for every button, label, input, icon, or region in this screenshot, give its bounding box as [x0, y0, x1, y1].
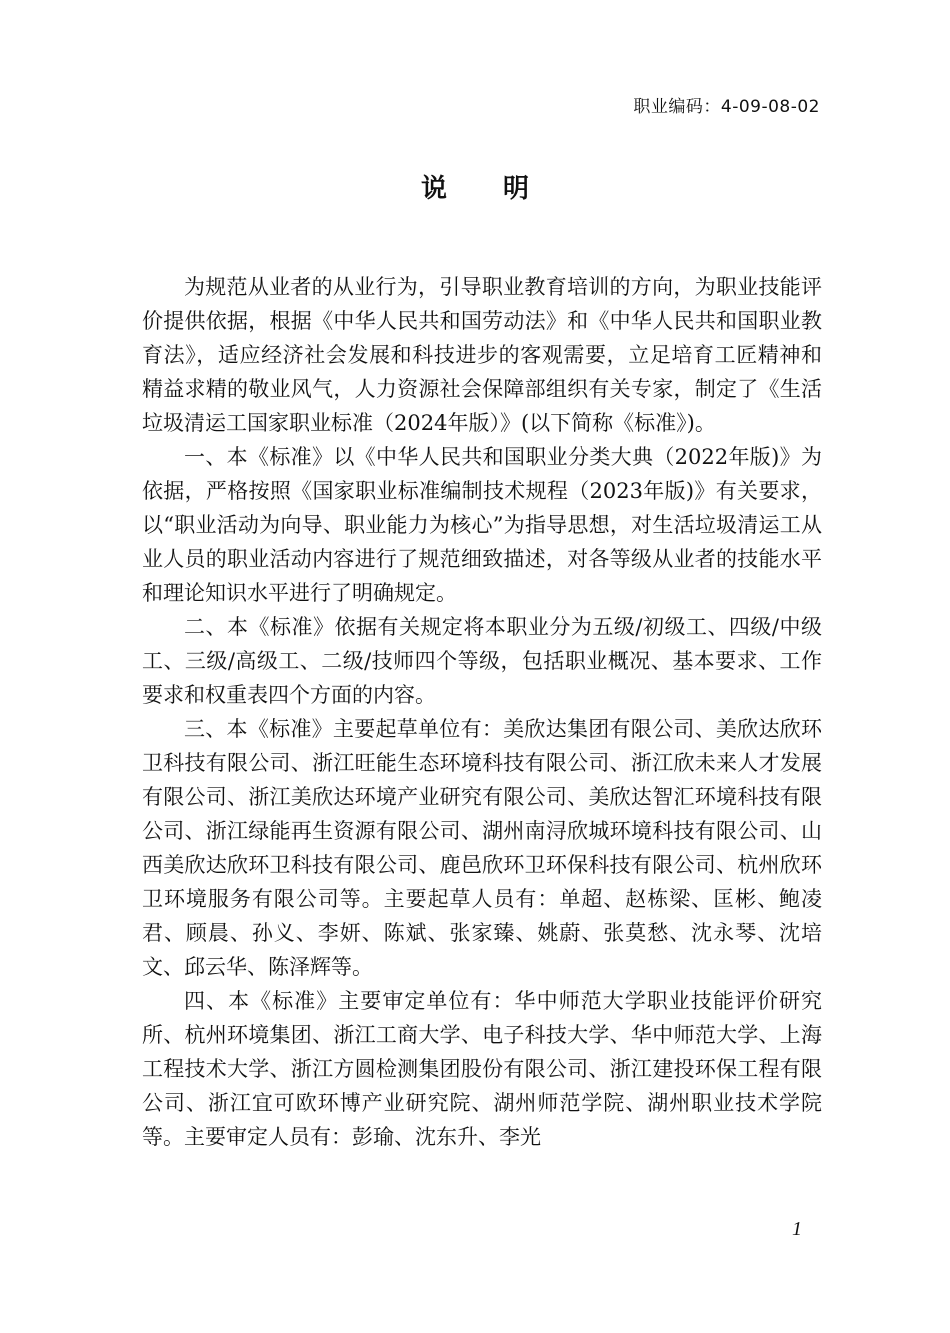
document-body — [142, 270, 822, 1154]
page-number: 1 — [792, 1218, 802, 1240]
paragraph-3: 三、本《标准》主要起草单位有：美欣达集团有限公司、美欣达欣环卫科技有限公司、浙江旺能生态环境科技有限公司、浙江欣未来人才发展有限公司、浙江美欣达环境产业研究有限公司、美欣达智汇环境科技有限公司、浙江绿能再生资源有限公司、湖州南浔欣城环境科技有限公司、山西美欣达欣环卫科技有限公司、鹿邑欣环卫环保科技有限公司、杭州欣环卫环境服务有限公司等。主要起草人员有：单超、赵栋梁、匡彬、鲍凌君、顾晨、孙义、李妍、陈斌、张家臻、姚蔚、张莫愁、沈永琴、沈培文、邱云华、陈泽辉等。 — [142, 717, 822, 979]
paragraph-1: 一、本《标准》以《中华人民共和国职业分类大典（2022年版)》为依据，严格按照《国家职业标准编制技术规程（2023年版)》有关要求，以“职业活动为向导、职业能力为核心”为指导思想，对生活垃圾清运工从业人员的职业活动内容进行了规范细致描述，对各等级从业者的技能水平和理论知识水平进行了明确规定。 — [142, 445, 822, 605]
paragraph-4: 四、本《标准》主要审定单位有：华中师范大学职业技能评价研究所、杭州环境集团、浙江工商大学、电子科技大学、华中师范大学、上海工程技术大学、浙江方圆检测集团股份有限公司、浙江建投环保工程有限公司、浙江宜可欧环博产业研究院、湖州师范学院、湖州职业技术学院等。主要审定人员有：彭瑜、沈东升、李光 — [142, 989, 822, 1149]
paragraph-2: 二、本《标准》依据有关规定将本职业分为五级/初级工、四级/中级工、三级/高级工、二级/技师四个等级，包括职业概况、基本要求、工作要求和权重表四个方面的内容。 — [142, 615, 822, 707]
occupation-code: 职业编码：4-09-08-02 — [633, 97, 820, 117]
paragraph-intro: 为规范从业者的从业行为，引导职业教育培训的方向，为职业技能评价提供依据，根据《中华人民共和国劳动法》和《中华人民共和国职业教育法》，适应经济社会发展和科技进步的客观需要，立足培育工匠精神和精益求精的敬业风气，人力资源社会保障部组织有关专家，制定了《生活垃圾清运工国家职业标准（2024年版）》(以下简称《标准》)。 — [142, 275, 822, 435]
page-title: 说明 — [420, 174, 585, 204]
